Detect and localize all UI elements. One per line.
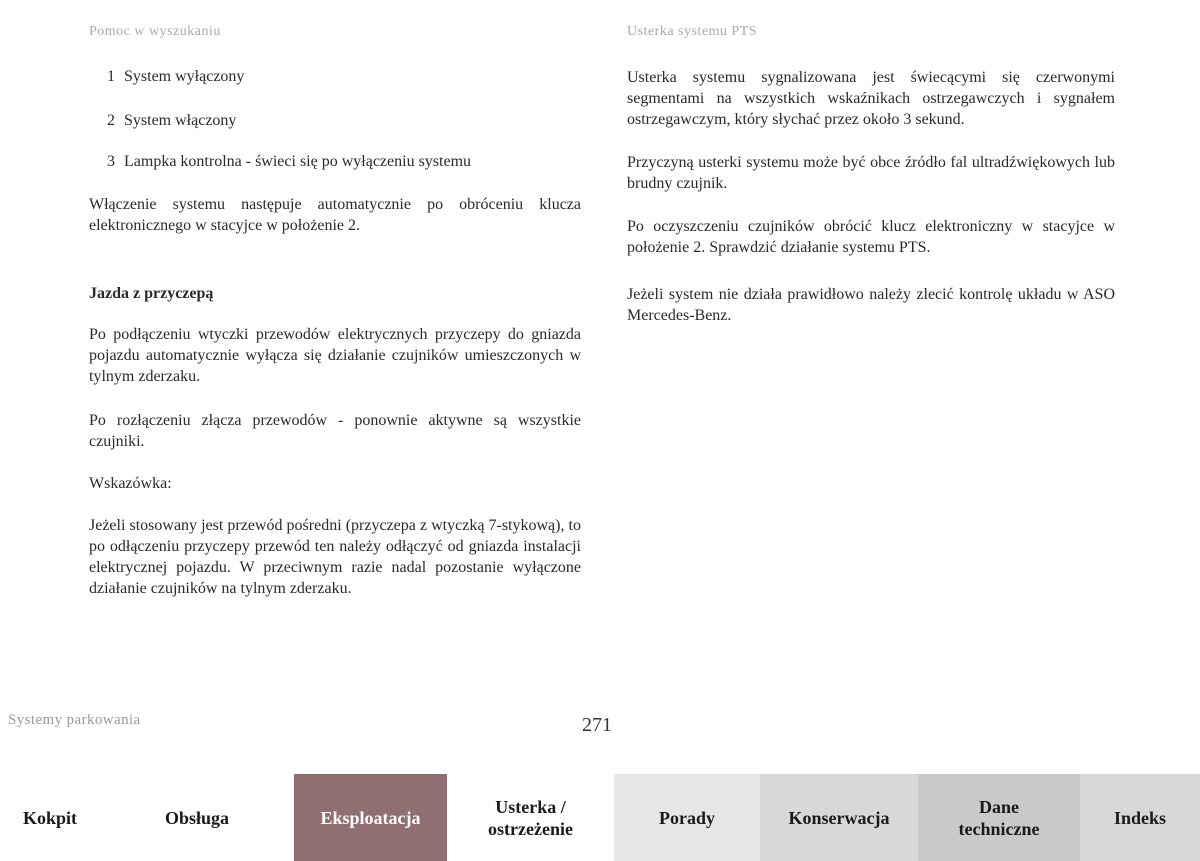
page-number: 271 <box>582 714 612 736</box>
list-item <box>107 152 471 172</box>
body-paragraph: Usterka systemu sygnalizowana jest świecącymi się czerwonymi segmentami na wszystkich wskaźnikach ostrzegawczych i sygnałem ostrzegawczym, który słychać przez około 3 sekund. <box>627 69 1115 128</box>
body-paragraph: Po podłączeniu wtyczki przewodów elektrycznych przyczepy do gniazda pojazdu automatycznie wyłącza się działanie czujników umieszczonych w tylnym zderzaku. <box>89 326 581 385</box>
section-heading: Jazda z przyczepą <box>89 285 214 302</box>
list-item-text: System włączony <box>124 112 237 129</box>
body-paragraph: Po rozłączeniu złącza przewodów - ponownie aktywne są wszystkie czujniki. <box>89 412 581 450</box>
list-item-text: Lampka kontrolna - świeci się po wyłączeniu systemu <box>124 153 472 170</box>
nav-tab-obsluga[interactable]: Obsługa <box>164 807 230 828</box>
list-item-text: System wyłączony <box>124 68 245 85</box>
list-item <box>107 111 236 131</box>
nav-tab-indeks[interactable]: Indeks <box>1080 774 1200 861</box>
nav-tab-porady[interactable]: Porady <box>614 774 760 861</box>
nav-tab-eksploatacja[interactable]: Eksploatacja <box>294 774 447 861</box>
list-item-number: 2 <box>107 112 115 129</box>
chapter-nav-bar <box>0 774 1200 861</box>
nav-tab-kokpit[interactable]: Kokpit <box>22 807 78 828</box>
list-item <box>107 67 244 87</box>
nav-tab-dane-techniczne[interactable]: Dane techniczne <box>918 774 1080 861</box>
footer-section-name: Systemy parkowania <box>8 712 141 728</box>
nav-tab-konserwacja[interactable]: Konserwacja <box>760 774 918 861</box>
body-paragraph: Przyczyną usterki systemu może być obce źródło fal ultradźwiękowych lub brudny czujnik. <box>627 154 1115 192</box>
note-label: Wskazówka: <box>89 475 172 492</box>
body-paragraph: Po oczyszczeniu czujników obrócić klucz elektroniczny w stacyjce w położenie 2. Sprawdzić działanie systemu PTS. <box>627 218 1115 256</box>
intro-paragraph: Włączenie systemu następuje automatycznie po obróceniu klucza elektronicznego w stacyjce w położenie 2. <box>89 196 581 234</box>
list-item-number: 3 <box>107 153 115 170</box>
running-head-right: Usterka systemu PTS <box>627 24 758 39</box>
body-paragraph: Jeżeli system nie działa prawidłowo należy zlecić kontrolę układu w ASO Mercedes-Benz. <box>627 286 1115 324</box>
body-paragraph: Jeżeli stosowany jest przewód pośredni (przyczepa z wtyczką 7-stykową), to po odłączeniu przyczepy przewód ten należy odłączyć od gniazda instalacji elektrycznej pojazdu. W przeciwnym razie nadal pozostanie wyłączone działanie czujników na tylnym zderzaku. <box>89 517 581 597</box>
nav-tab-usterka-ostrzezenie[interactable]: Usterka / ostrzeżenie <box>488 796 573 839</box>
list-item-number: 1 <box>107 68 115 85</box>
running-head-left: Pomoc w wyszukaniu <box>89 24 221 39</box>
